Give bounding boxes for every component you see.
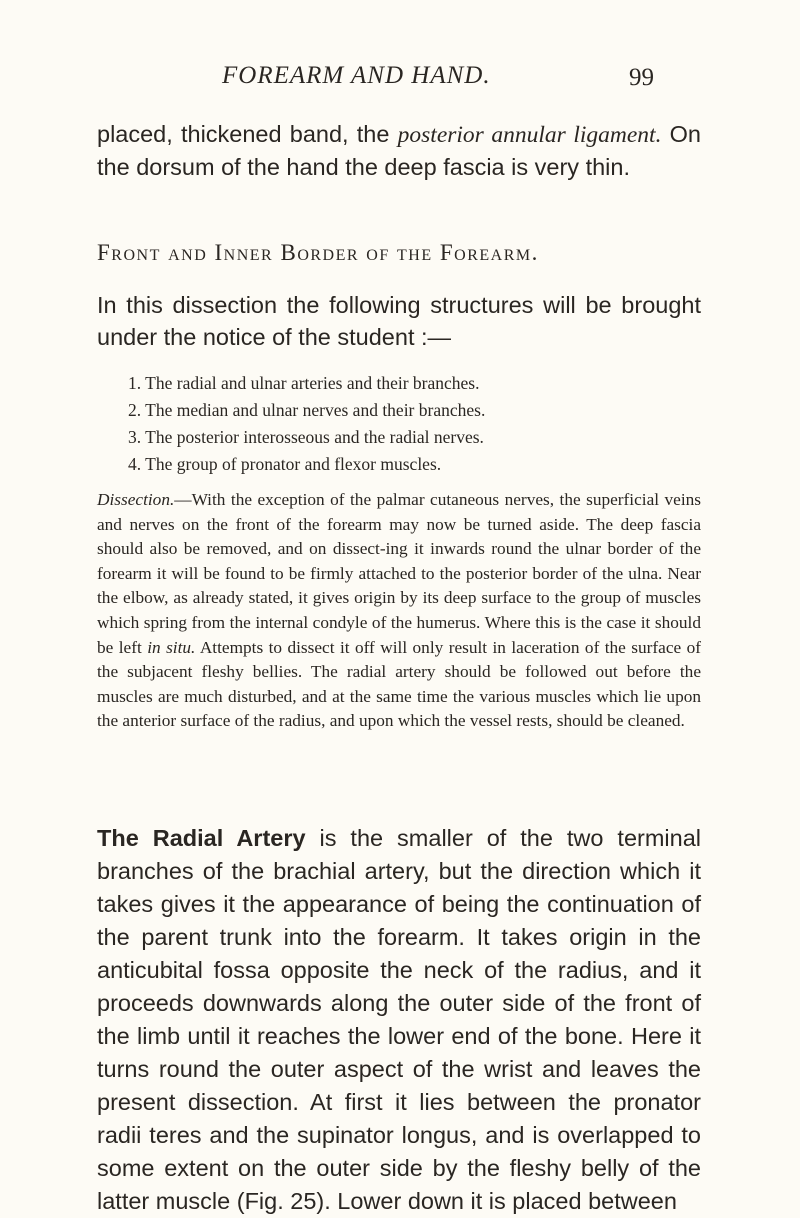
dissection-label: Dissection. xyxy=(97,490,175,509)
page-number: 99 xyxy=(629,64,654,91)
continued-text-before: placed, thickened band, the xyxy=(97,121,398,147)
radial-artery-heading: The Radial Artery xyxy=(97,825,306,851)
ligament-term: posterior annular ligament. xyxy=(397,122,662,148)
list-item: 2. The median and ulnar nerves and their branches. xyxy=(128,400,486,420)
in-situ-term: in situ. xyxy=(147,637,196,657)
section-heading: Front and Inner Border of the Forearm. xyxy=(97,240,539,265)
list-item: 4. The group of pronator and flexor muscles. xyxy=(128,454,442,474)
radial-artery-text: is the smaller of the two terminal branches of the brachial artery, but the direction which it takes gives it the appearance of being the continuation of the parent trunk into the forearm. It takes origin in the anticubital fossa opposite the neck of the radius, and it proceeds downwards along the outer side of the front of the limb until it reaches the lower end of the bone. Here it turns round the outer aspect of the wrist and leaves the present dissection. At first it lies between the pronator radii teres and the supinator longus, and is overlapped to some extent on the outer side by the fleshy belly of the latter muscle (Fig. 25). Lower down it is placed between xyxy=(97,825,701,1214)
continued-paragraph xyxy=(97,118,701,183)
continued-text-after: On the dorsum of the hand the deep fascia is very thin. xyxy=(97,121,701,180)
intro-paragraph: In this dissection the following structures will be brought under the notice of the student :— xyxy=(97,292,701,350)
radial-artery-paragraph xyxy=(97,822,701,1218)
structures-list xyxy=(128,370,701,478)
list-item: 1. The radial and ulnar arteries and their branches. xyxy=(128,373,480,393)
dissection-paragraph xyxy=(97,488,701,734)
running-head: FOREARM AND HAND. xyxy=(222,62,491,89)
page-header xyxy=(0,62,800,102)
dissection-text-1: —With the exception of the palmar cutaneous nerves, the superficial veins and nerves on the front of the forearm may now be turned aside. The deep fascia should also be removed, and on dissect-ing it inwards round the ulnar border of the forearm it will be found to be firmly attached to the posterior border of the ulna. Near the elbow, as already stated, it gives origin by its deep surface to the group of muscles which spring from the internal condyle of the humerus. Where this is the case it should be left xyxy=(97,490,701,657)
list-item: 3. The posterior interosseous and the radial nerves. xyxy=(128,427,484,447)
dissection-text-2: Attempts to dissect it off will only result in laceration of the surface of the subjacent fleshy bellies. The radial artery should be followed out before the muscles are much disturbed, and at the same time the various muscles which lie upon the anterior surface of the radius, and upon which the vessel rests, should be cleaned. xyxy=(97,637,701,731)
